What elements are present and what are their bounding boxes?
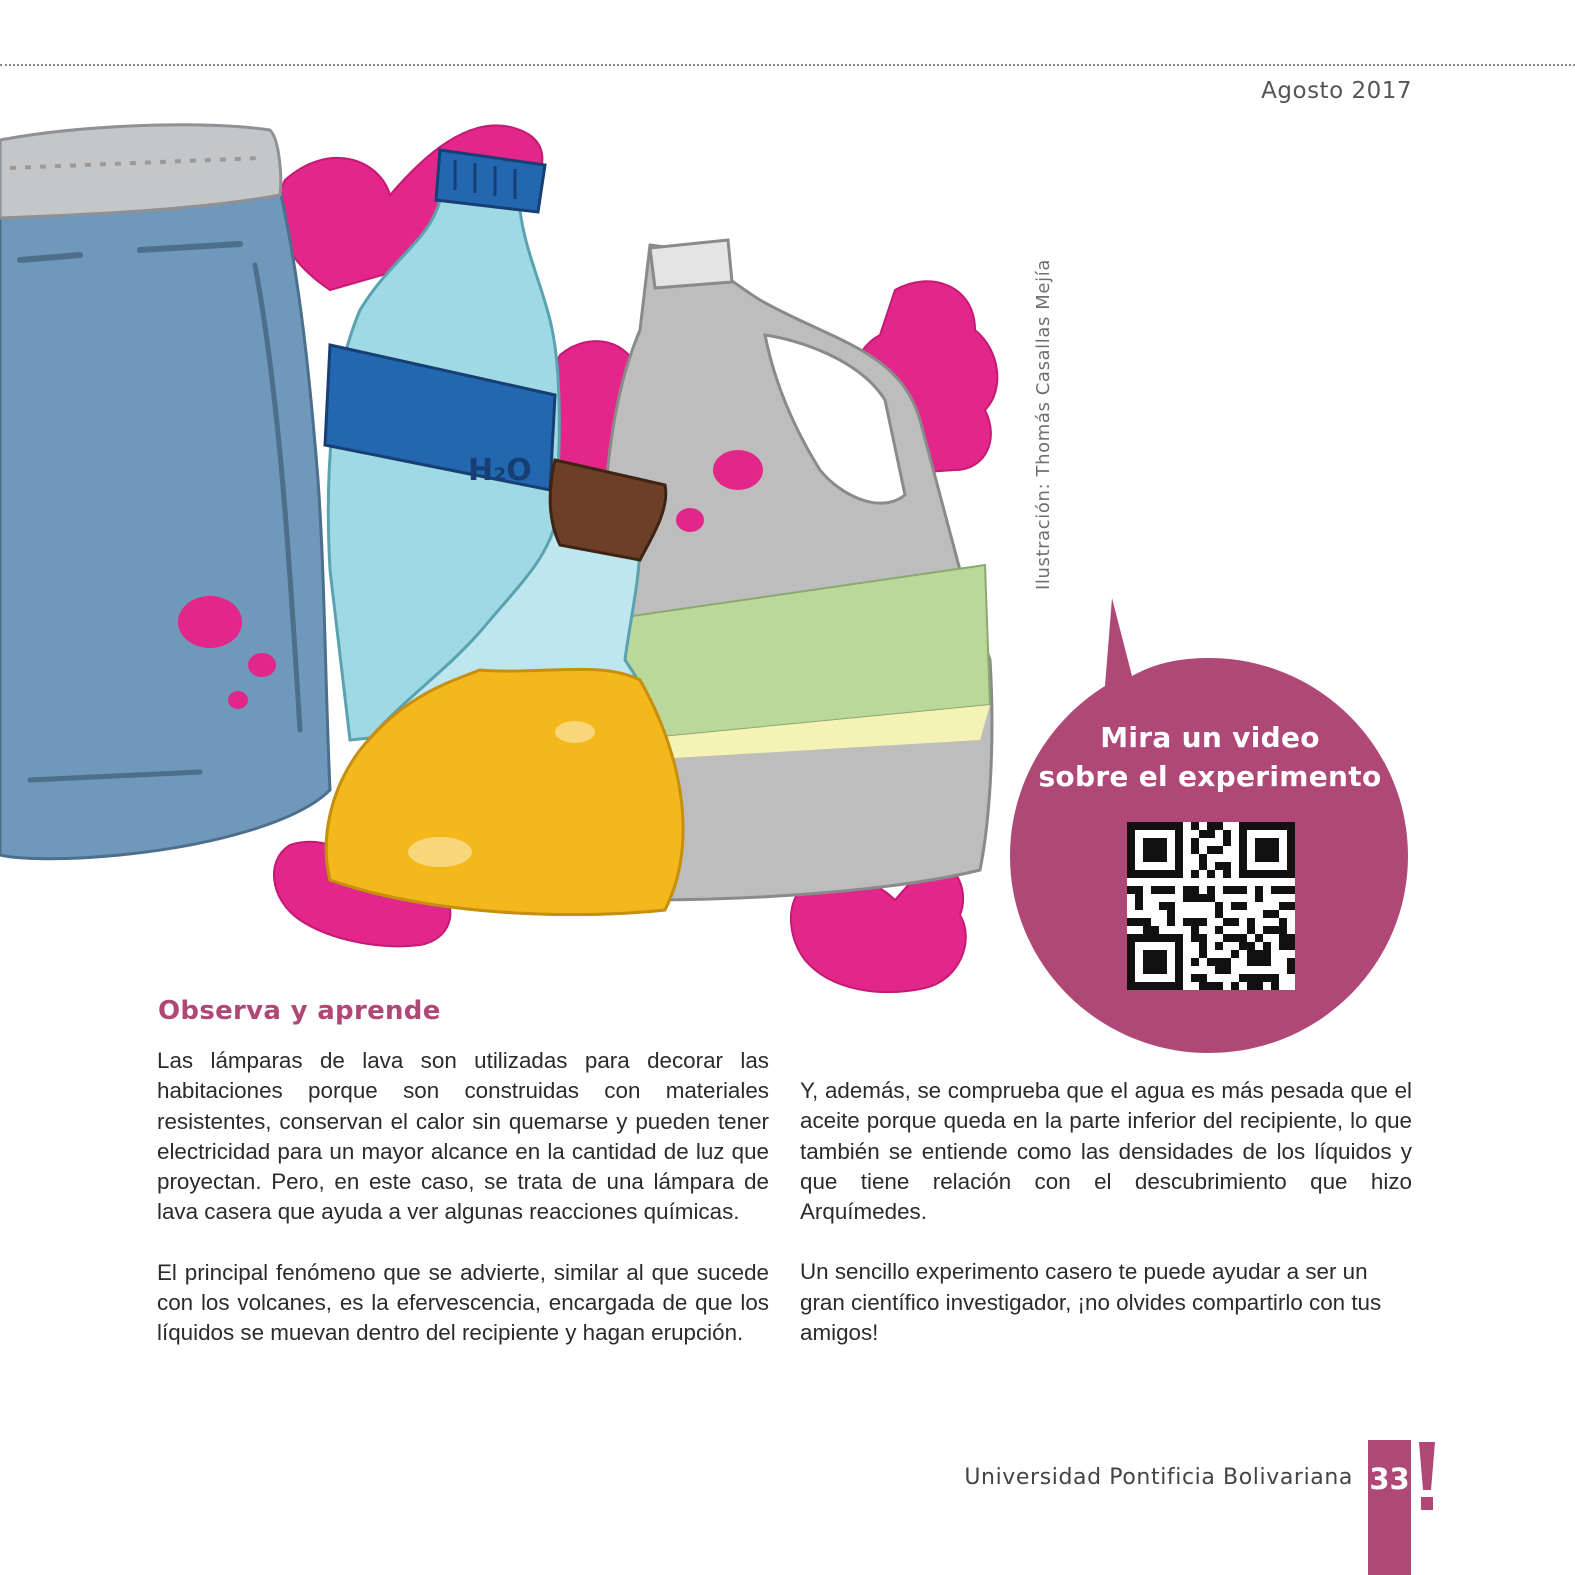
callout-line-2: sobre el experimento <box>1038 760 1382 793</box>
qr-code-icon[interactable] <box>1127 822 1295 990</box>
exclamation-logo-icon <box>1416 1442 1438 1512</box>
article-column-right <box>800 1076 1412 1348</box>
bottle-label-text: H₂O <box>468 453 532 488</box>
page-number-bar <box>1368 1440 1411 1575</box>
lava-lamp-illustration <box>0 100 1010 1000</box>
glass-jar <box>0 125 330 859</box>
left-paragraph-1: Las lámparas de lava son utilizadas para decorar las habitaciones porque son construidas con materiales resistentes, conservan el calor sin quemarse y pueden tener electricidad para un mayor alcance en la cantidad de luz que proyectan. Pero, en este caso, se trata de una lámpara de lava casera que ayuda a ver algunas reacciones químicas. <box>157 1048 769 1225</box>
article-column-left <box>157 1046 769 1349</box>
issue-date: Agosto 2017 <box>1261 78 1412 104</box>
right-paragraph-1: Y, además, se comprueba que el agua es más pesada que el aceite porque queda en la parte inferior del recipiente, lo que también se entiende como las densidades de los líquidos y que tiene relación con el descubrimiento que hizo Arquímedes. <box>800 1078 1412 1225</box>
callout-line-1: Mira un video <box>1100 721 1320 754</box>
right-paragraph-2: Un sencillo experimento casero te puede ayudar a ser un gran científico investigador, ¡no olvides compartirlo con tus amigos! <box>800 1259 1382 1346</box>
video-callout-text <box>1030 718 1390 796</box>
section-heading: Observa y aprende <box>158 996 441 1026</box>
left-paragraph-2: El principal fenómeno que se advierte, similar al que sucede con los volcanes, es la efervescencia, encargada de que los líquidos se muevan dentro del recipiente y hagan erupción. <box>157 1259 769 1346</box>
page-number: 33 <box>1369 1462 1410 1496</box>
header-dotted-rule <box>0 64 1575 66</box>
illustration-credit: Ilustración: Thomás Casallas Mejía <box>1033 259 1054 590</box>
footer-university-name: Universidad Pontificia Bolivariana <box>964 1465 1353 1490</box>
